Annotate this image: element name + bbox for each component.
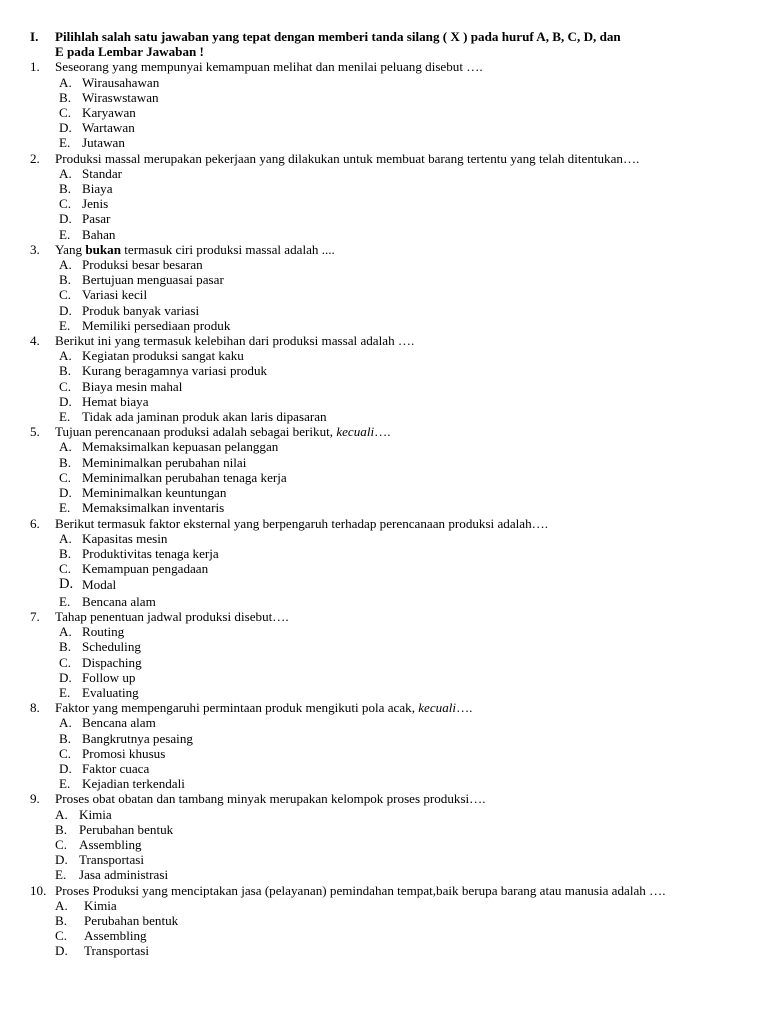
question-number: 2. (30, 150, 40, 166)
option-6b (0, 546, 768, 561)
question-text: Seseorang yang mempunyai kemampuan melihat dan menilai peluang disebut …. (55, 59, 483, 75)
question-text-part: Faktor yang mempengaruhi permintaan produk mengikuti pola acak, (55, 700, 419, 716)
option-letter: A. (59, 439, 72, 455)
question-number: 7. (30, 608, 40, 624)
option-5b (0, 455, 768, 470)
option-text: Assembling (84, 928, 147, 944)
option-2b (0, 181, 768, 196)
option-text: Pasar (82, 211, 111, 227)
option-letter: E. (59, 317, 71, 333)
question-text-part: Yang (55, 241, 86, 257)
option-1b (0, 90, 768, 105)
option-letter: D. (59, 393, 72, 409)
option-letter: A. (55, 806, 68, 822)
option-letter: D. (59, 302, 72, 318)
option-text: Perubahan bentuk (84, 912, 179, 928)
option-letter: E. (59, 593, 71, 609)
option-9c (0, 837, 768, 852)
option-letter: B. (59, 730, 72, 746)
option-7c (0, 655, 768, 670)
option-text: Produktivitas tenaga kerja (82, 545, 219, 561)
option-text: Follow up (82, 669, 136, 685)
option-letter: C. (55, 836, 68, 852)
option-9a (0, 807, 768, 822)
question-text: Berikut termasuk faktor eksternal yang berpengaruh terhadap perencanaan produksi adalah…. (55, 515, 548, 531)
option-letter: C. (59, 654, 72, 670)
option-letter: C. (59, 287, 72, 303)
option-letter: D. (59, 211, 72, 227)
option-letter: B. (59, 454, 72, 470)
question-number: 10. (30, 882, 47, 898)
option-text: Wiraswstawan (82, 89, 159, 105)
option-1e (0, 135, 768, 150)
option-letter: E. (59, 135, 71, 151)
option-text: Kemampuan pengadaan (82, 561, 209, 577)
question-4 (0, 333, 768, 348)
option-letter: D. (55, 943, 68, 959)
option-letter: A. (59, 165, 72, 181)
option-1d (0, 120, 768, 135)
option-text: Promosi khusus (82, 745, 166, 761)
option-letter: A. (59, 74, 72, 90)
option-5e (0, 500, 768, 515)
question-number: 1. (30, 59, 40, 75)
option-text: Tidak ada jaminan produk akan laris dipasaran (82, 409, 327, 425)
option-letter: E. (59, 409, 71, 425)
option-7e (0, 685, 768, 700)
option-text: Biaya mesin mahal (82, 378, 183, 394)
option-letter: D. (55, 852, 68, 868)
option-10b (0, 913, 768, 928)
option-7d (0, 670, 768, 685)
option-4b (0, 363, 768, 378)
option-8e (0, 776, 768, 791)
question-number: 9. (30, 791, 40, 807)
option-text: Wirausahawan (82, 74, 160, 90)
option-letter: D. (59, 669, 72, 685)
question-number: 3. (30, 241, 40, 257)
option-4e (0, 409, 768, 424)
option-text: Modal (82, 577, 117, 593)
option-3d (0, 303, 768, 318)
option-letter: A. (59, 530, 72, 546)
option-text: Memaksimalkan kepuasan pelanggan (82, 439, 279, 455)
option-text: Meminimalkan perubahan nilai (82, 454, 247, 470)
option-text: Kejadian terkendali (82, 776, 185, 792)
question-1 (0, 59, 768, 74)
option-10a (0, 898, 768, 913)
option-text: Dispaching (82, 654, 142, 670)
option-6e (0, 594, 768, 609)
option-letter: B. (59, 363, 72, 379)
option-9b (0, 822, 768, 837)
option-letter: D. (59, 760, 72, 776)
question-10 (0, 883, 768, 898)
question-2 (0, 151, 768, 166)
option-text: Transportasi (84, 943, 149, 959)
option-3b (0, 272, 768, 287)
option-2e (0, 227, 768, 242)
question-9 (0, 791, 768, 806)
option-text: Kapasitas mesin (82, 530, 168, 546)
question-text: Tahap penentuan jadwal produksi disebut…. (55, 608, 289, 624)
option-text: Bencana alam (82, 715, 156, 731)
option-letter: D. (59, 120, 72, 136)
question-text (55, 424, 730, 439)
question-text-part: Tujuan perencanaan produksi adalah sebagai berikut, (55, 424, 337, 440)
option-letter: C. (55, 928, 68, 944)
option-text: Kegiatan produksi sangat kaku (82, 348, 244, 364)
option-4d (0, 394, 768, 409)
question-text (55, 700, 730, 715)
section-instruction (0, 29, 768, 59)
instruction-line-1: Pilihlah salah satu jawaban yang tepat dengan memberi tanda silang ( X ) pada huruf A, B, C, D, dan (55, 29, 621, 44)
option-letter: B. (59, 272, 72, 288)
option-text: Assembling (79, 836, 142, 852)
question-text: Proses Produksi yang menciptakan jasa (pelayanan) pemindahan tempat,baik berupa barang atau manusia adalah …. (55, 882, 666, 898)
option-7a (0, 624, 768, 639)
option-letter: E. (59, 226, 71, 242)
option-text: Produk banyak variasi (82, 302, 200, 318)
option-text: Faktor cuaca (82, 760, 150, 776)
option-1c (0, 105, 768, 120)
question-emphasis: bukan (85, 241, 122, 257)
option-letter: D. (59, 576, 74, 593)
option-text: Wartawan (82, 120, 135, 136)
option-text: Scheduling (82, 639, 141, 655)
option-text: Memaksimalkan inventaris (82, 500, 225, 516)
question-5 (0, 424, 768, 439)
option-letter: C. (59, 196, 72, 212)
option-text: Bertujuan menguasai pasar (82, 272, 224, 288)
option-2d (0, 211, 768, 226)
option-letter: B. (55, 912, 68, 928)
option-text: Evaluating (82, 684, 139, 700)
option-4a (0, 348, 768, 363)
option-5c (0, 470, 768, 485)
question-number: 8. (30, 700, 40, 716)
question-text: Produksi massal merupakan pekerjaan yang dilakukan untuk membuat barang tertentu yang telah ditentukan…. (55, 150, 640, 166)
question-6 (0, 516, 768, 531)
option-9d (0, 852, 768, 867)
option-text: Karyawan (82, 105, 136, 121)
option-6c (0, 561, 768, 576)
option-letter: B. (59, 181, 72, 197)
question-text (55, 242, 730, 257)
instruction-line-2: E pada Lembar Jawaban ! (55, 44, 204, 60)
option-text: Produksi besar besaran (82, 257, 203, 273)
option-text: Jutawan (82, 135, 125, 151)
option-3e (0, 318, 768, 333)
option-5a (0, 439, 768, 454)
option-letter: D. (59, 485, 72, 501)
question-text-part: termasuk ciri produksi massal adalah .... (121, 241, 335, 257)
option-text: Bahan (82, 226, 116, 242)
option-letter: C. (59, 378, 72, 394)
option-text: Hemat biaya (82, 393, 149, 409)
document-page (0, 29, 768, 959)
option-6d (0, 576, 768, 593)
option-text: Kimia (79, 806, 112, 822)
question-emphasis: kecuali (418, 700, 457, 716)
option-text: Transportasi (79, 852, 144, 868)
question-number: 4. (30, 333, 40, 349)
option-6a (0, 531, 768, 546)
option-letter: E. (59, 684, 71, 700)
question-text: Berikut ini yang termasuk kelebihan dari produksi massal adalah …. (55, 333, 415, 349)
question-7 (0, 609, 768, 624)
option-letter: E. (59, 776, 71, 792)
option-letter: A. (59, 715, 72, 731)
option-letter: B. (59, 639, 72, 655)
option-text: Perubahan bentuk (79, 821, 174, 837)
question-text: Proses obat obatan dan tambang minyak merupakan kelompok proses produksi…. (55, 791, 486, 807)
option-text: Kimia (84, 897, 117, 913)
option-letter: A. (59, 257, 72, 273)
question-3 (0, 242, 768, 257)
question-text-part: …. (456, 700, 473, 716)
option-8a (0, 715, 768, 730)
option-letter: B. (55, 821, 68, 837)
option-letter: B. (59, 89, 72, 105)
option-letter: C. (59, 105, 72, 121)
option-2c (0, 196, 768, 211)
option-letter: C. (59, 745, 72, 761)
option-3c (0, 287, 768, 302)
option-10d (0, 943, 768, 958)
question-text-part: …. (374, 424, 391, 440)
option-5d (0, 485, 768, 500)
option-8c (0, 746, 768, 761)
option-7b (0, 639, 768, 654)
option-text: Bencana alam (82, 593, 156, 609)
option-letter: E. (59, 500, 71, 516)
option-letter: C. (59, 469, 72, 485)
option-text: Routing (82, 624, 125, 640)
option-text: Bangkrutnya pesaing (82, 730, 193, 746)
option-letter: E. (55, 867, 67, 883)
option-8d (0, 761, 768, 776)
option-4c (0, 379, 768, 394)
question-8 (0, 700, 768, 715)
option-letter: A. (59, 348, 72, 364)
option-letter: C. (59, 561, 72, 577)
section-number: I. (30, 29, 39, 44)
option-text: Jasa administrasi (79, 867, 169, 883)
option-text: Kurang beragamnya variasi produk (82, 363, 268, 379)
option-2a (0, 166, 768, 181)
option-text: Variasi kecil (82, 287, 148, 303)
option-letter: A. (59, 624, 72, 640)
option-text: Memiliki persediaan produk (82, 317, 231, 333)
option-text: Standar (82, 165, 122, 181)
option-text: Biaya (82, 181, 113, 197)
question-number: 6. (30, 515, 40, 531)
option-letter: A. (55, 897, 68, 913)
option-text: Jenis (82, 196, 109, 212)
option-8b (0, 731, 768, 746)
option-letter: B. (59, 545, 72, 561)
question-emphasis: kecuali (336, 424, 375, 440)
option-10c (0, 928, 768, 943)
option-1a (0, 75, 768, 90)
option-3a (0, 257, 768, 272)
option-9e (0, 867, 768, 882)
question-number: 5. (30, 424, 40, 440)
option-text: Meminimalkan perubahan tenaga kerja (82, 469, 287, 485)
option-text: Meminimalkan keuntungan (82, 485, 227, 501)
